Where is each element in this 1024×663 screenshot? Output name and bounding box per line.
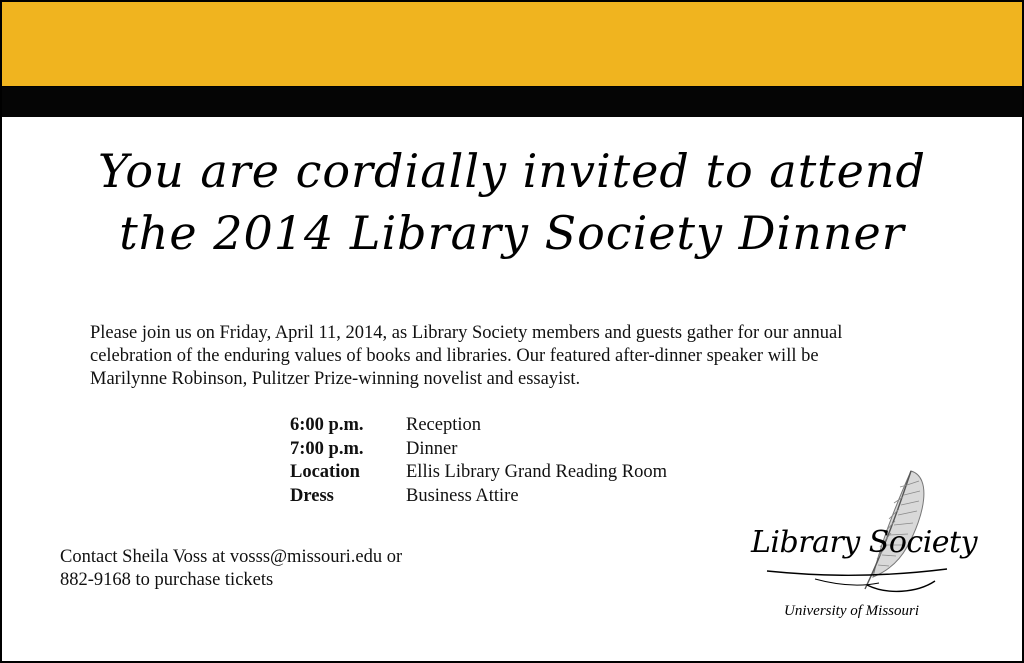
contact-line-2: 882-9168 to purchase tickets <box>60 570 274 590</box>
schedule-label: 6:00 p.m. <box>290 415 364 435</box>
headline-line-1: You are cordially invited to attend <box>98 144 926 198</box>
schedule-label: Location <box>290 462 360 482</box>
schedule-value: Dinner <box>406 438 458 459</box>
headline-line-2: the 2014 Library Society Dinner <box>119 206 905 260</box>
invitation-headline <box>2 140 1022 264</box>
intro-line-2: celebration of the enduring values of books and libraries. Our featured after-dinner speaker will be <box>90 346 819 366</box>
logo-name: Library Society <box>751 525 978 560</box>
schedule-value: Business Attire <box>406 485 519 506</box>
contact-info <box>60 546 402 592</box>
library-society-logo <box>747 467 977 627</box>
gold-header-band <box>2 2 1022 87</box>
schedule-label: Dress <box>290 485 334 506</box>
schedule-row-reception <box>290 414 667 438</box>
schedule-row-dinner <box>290 438 667 462</box>
intro-line-1: Please join us on Friday, April 11, 2014, as Library Society members and guests gather for our annual <box>90 323 843 343</box>
contact-line-1: Contact Sheila Voss at vosss@missouri.edu or <box>60 547 403 567</box>
black-header-band <box>2 87 1022 117</box>
schedule-row-dress <box>290 485 667 509</box>
schedule-value: Ellis Library Grand Reading Room <box>406 462 668 482</box>
schedule-label: 7:00 p.m. <box>290 438 364 459</box>
schedule-value: Reception <box>406 415 482 435</box>
invitation-intro <box>90 322 930 391</box>
schedule-row-location <box>290 461 667 485</box>
intro-line-3: Marilynne Robinson, Pulitzer Prize-winning novelist and essayist. <box>90 369 581 389</box>
event-schedule <box>290 414 667 508</box>
logo-subtitle: University of Missouri <box>784 603 919 619</box>
